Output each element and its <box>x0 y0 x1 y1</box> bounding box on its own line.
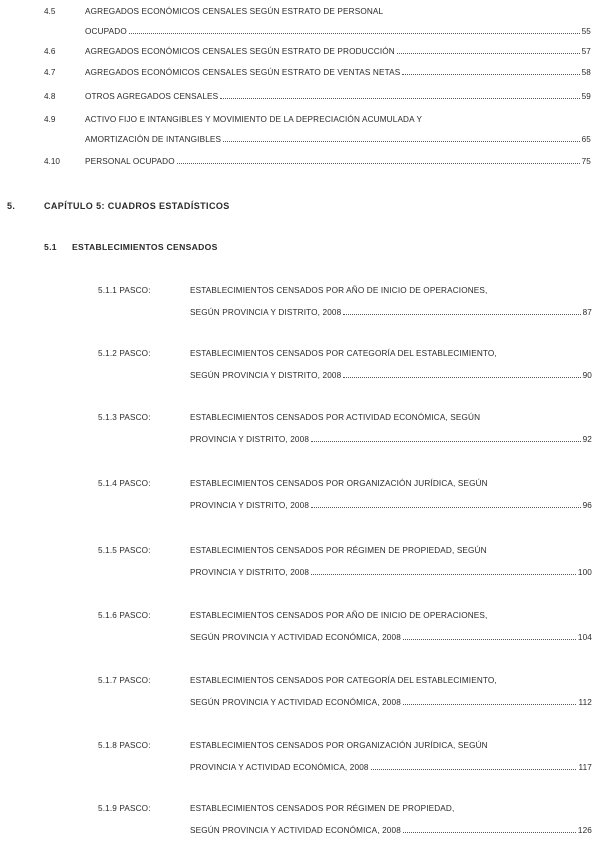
page-number: 117 <box>578 763 592 772</box>
table-title-continued: PROVINCIA Y DISTRITO, 2008 <box>190 435 310 444</box>
page-number: 59 <box>581 92 591 101</box>
table-title[interactable]: ESTABLECIMIENTOS CENSADOS POR ORGANIZACIÓN JURÍDICA, SEGÚN <box>190 741 488 750</box>
dot-leader <box>311 574 576 575</box>
table-code: 5.1.1 PASCO: <box>98 286 151 295</box>
page-number: 100 <box>577 568 592 577</box>
table-title-continued: SEGÚN PROVINCIA Y ACTIVIDAD ECONÓMICA, 2008 <box>190 826 401 835</box>
dot-leader <box>403 639 576 640</box>
dot-leader <box>177 163 580 164</box>
dot-leader <box>343 377 580 378</box>
dot-leader <box>220 98 579 99</box>
table-title-continued: SEGÚN PROVINCIA Y DISTRITO, 2008 <box>190 371 342 380</box>
dot-leader <box>397 53 580 54</box>
page-number: 75 <box>581 157 591 166</box>
entry-number: 4.9 <box>44 115 56 124</box>
toc-entry-4-10[interactable] <box>85 156 591 167</box>
toc-table-entry[interactable] <box>190 434 592 445</box>
page-number: 55 <box>581 27 591 36</box>
toc-table-entry[interactable] <box>190 825 592 836</box>
table-title[interactable]: ESTABLECIMIENTOS CENSADOS POR AÑO DE INICIO DE OPERACIONES, <box>190 611 488 620</box>
table-title[interactable]: ESTABLECIMIENTOS CENSADOS POR ORGANIZACIÓN JURÍDICA, SEGÚN <box>190 479 488 488</box>
table-title[interactable]: ESTABLECIMIENTOS CENSADOS POR CATEGORÍA DEL ESTABLECIMIENTO, <box>190 676 497 685</box>
table-title[interactable]: ESTABLECIMIENTOS CENSADOS POR RÉGIMEN DE PROPIEDAD, <box>190 804 455 813</box>
toc-table-entry[interactable] <box>190 567 592 578</box>
table-title-continued: PROVINCIA Y ACTIVIDAD ECONÓMICA, 2008 <box>190 763 369 772</box>
entry-title[interactable]: AGREGADOS ECONÓMICOS CENSALES SEGÚN ESTRATO DE PERSONAL <box>85 7 384 16</box>
table-title[interactable]: ESTABLECIMIENTOS CENSADOS POR RÉGIMEN DE PROPIEDAD, SEGÚN <box>190 546 487 555</box>
toc-entry-4-6[interactable] <box>85 46 591 57</box>
entry-title: OTROS AGREGADOS CENSALES <box>85 92 219 101</box>
page-number: 58 <box>581 68 591 77</box>
page-number: 92 <box>582 435 592 444</box>
entry-title: AGREGADOS ECONÓMICOS CENSALES SEGÚN ESTRATO DE PRODUCCIÓN <box>85 47 395 56</box>
table-code: 5.1.2 PASCO: <box>98 349 151 358</box>
table-title[interactable]: ESTABLECIMIENTOS CENSADOS POR AÑO DE INICIO DE OPERACIONES, <box>190 286 488 295</box>
entry-title: AGREGADOS ECONÓMICOS CENSALES SEGÚN ESTRATO DE VENTAS NETAS <box>85 68 401 77</box>
table-code: 5.1.6 PASCO: <box>98 611 151 620</box>
toc-table-entry[interactable] <box>190 762 592 773</box>
entry-title: PERSONAL OCUPADO <box>85 157 175 166</box>
section-title[interactable]: ESTABLECIMIENTOS CENSADOS <box>72 242 218 252</box>
entry-number: 4.7 <box>44 68 56 77</box>
table-title[interactable]: ESTABLECIMIENTOS CENSADOS POR ACTIVIDAD ECONÓMICA, SEGÚN <box>190 413 481 422</box>
table-title-continued: PROVINCIA Y DISTRITO, 2008 <box>190 568 310 577</box>
table-code: 5.1.9 PASCO: <box>98 804 151 813</box>
table-title[interactable]: ESTABLECIMIENTOS CENSADOS POR CATEGORÍA DEL ESTABLECIMIENTO, <box>190 349 497 358</box>
toc-entry-4-7[interactable] <box>85 67 591 78</box>
entry-number: 4.10 <box>44 157 60 166</box>
table-title-continued: SEGÚN PROVINCIA Y ACTIVIDAD ECONÓMICA, 2008 <box>190 633 401 642</box>
dot-leader <box>311 441 581 442</box>
section-number: 5.1 <box>44 242 57 252</box>
table-code: 5.1.7 PASCO: <box>98 676 151 685</box>
table-code: 5.1.3 PASCO: <box>98 413 151 422</box>
page-number: 126 <box>577 826 592 835</box>
dot-leader <box>129 33 580 34</box>
table-code: 5.1.5 PASCO: <box>98 546 151 555</box>
page-number: 65 <box>581 135 591 144</box>
dot-leader <box>371 769 577 770</box>
entry-number: 4.8 <box>44 92 56 101</box>
toc-entry-4-9[interactable] <box>85 134 591 145</box>
page-number: 57 <box>581 47 591 56</box>
table-title-continued: SEGÚN PROVINCIA Y DISTRITO, 2008 <box>190 308 342 317</box>
page-number: 112 <box>578 698 592 707</box>
entry-number: 4.6 <box>44 47 56 56</box>
toc-table-entry[interactable] <box>190 307 592 318</box>
table-code: 5.1.8 PASCO: <box>98 741 151 750</box>
chapter-number: 5. <box>7 201 16 211</box>
entry-title-continued: AMORTIZACIÓN DE INTANGIBLES <box>85 135 222 144</box>
page-number: 90 <box>582 371 592 380</box>
entry-title-continued: OCUPADO <box>85 27 127 36</box>
chapter-title[interactable]: CAPÍTULO 5: CUADROS ESTADÍSTICOS <box>44 201 230 211</box>
toc-entry-4-5[interactable] <box>85 26 591 37</box>
toc-table-entry[interactable] <box>190 697 592 708</box>
entry-number: 4.5 <box>44 7 56 16</box>
page-number: 87 <box>582 308 592 317</box>
dot-leader <box>311 507 581 508</box>
dot-leader <box>343 314 580 315</box>
dot-leader <box>403 704 577 705</box>
page-number: 96 <box>582 501 592 510</box>
toc-table-entry[interactable] <box>190 370 592 381</box>
table-code: 5.1.4 PASCO: <box>98 479 151 488</box>
dot-leader <box>223 141 579 142</box>
dot-leader <box>402 74 579 75</box>
toc-entry-4-8[interactable] <box>85 91 591 102</box>
table-title-continued: PROVINCIA Y DISTRITO, 2008 <box>190 501 310 510</box>
dot-leader <box>403 832 576 833</box>
toc-table-entry[interactable] <box>190 500 592 511</box>
page-number: 104 <box>577 633 592 642</box>
entry-title[interactable]: ACTIVO FIJO E INTANGIBLES Y MOVIMIENTO DE LA DEPRECIACIÓN ACUMULADA Y <box>85 115 423 124</box>
toc-table-entry[interactable] <box>190 632 592 643</box>
table-title-continued: SEGÚN PROVINCIA Y ACTIVIDAD ECONÓMICA, 2008 <box>190 698 401 707</box>
